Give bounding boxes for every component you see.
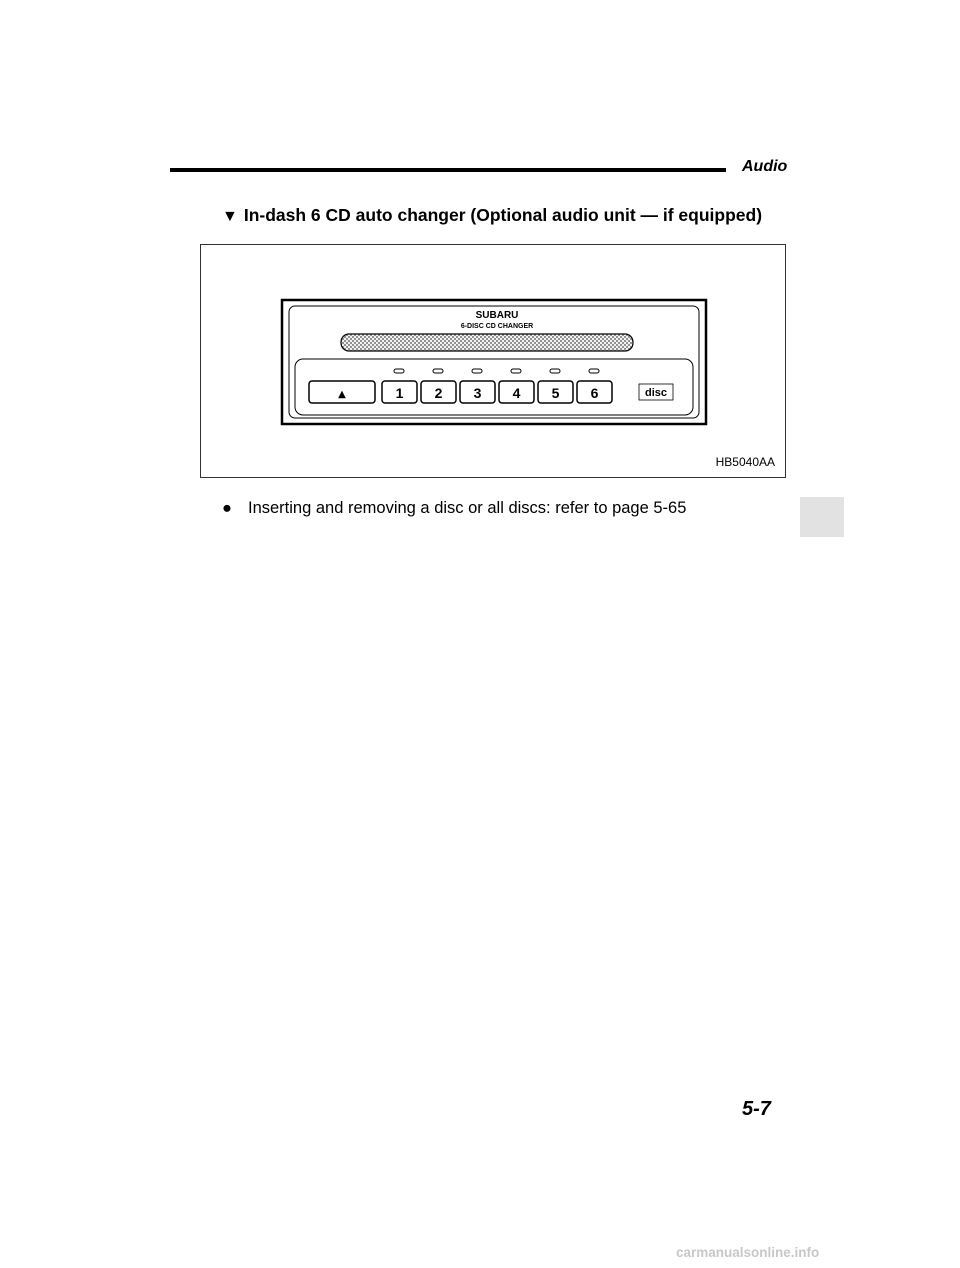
indicator-led-2 — [433, 369, 443, 373]
disc-logo-icon: disc — [644, 387, 668, 399]
cd-changer-illustration — [201, 245, 787, 479]
page-number: 5-7 — [742, 1098, 771, 1120]
section-heading — [222, 205, 762, 226]
indicator-led-1 — [394, 369, 404, 373]
cd-changer-figure — [200, 244, 786, 478]
disc-button-label-6: 6 — [590, 385, 599, 401]
indicator-led-4 — [511, 369, 521, 373]
disc-button-label-4: 4 — [512, 385, 521, 401]
indicator-led-6 — [589, 369, 599, 373]
disc-button-label-1: 1 — [395, 385, 404, 401]
list-item-text: Inserting and removing a disc or all discs: refer to page 5-65 — [248, 499, 687, 517]
list-item — [222, 499, 686, 518]
watermark: carmanualsonline.info — [676, 1245, 820, 1260]
triangle-marker-icon: ▼ — [222, 208, 238, 225]
figure-code: HB5040AA — [715, 455, 775, 469]
disc-button-label-5: 5 — [551, 385, 560, 401]
indicator-led-5 — [550, 369, 560, 373]
brand-label: SUBARU — [475, 310, 519, 321]
bullet-icon: ● — [222, 499, 232, 517]
section-name: Audio — [742, 158, 788, 175]
eject-icon: ▲ — [338, 389, 346, 400]
disc-button-label-2: 2 — [434, 385, 443, 401]
disc-button-label-3: 3 — [473, 385, 482, 401]
heading-text: In-dash 6 CD auto changer (Optional audio unit — if equipped) — [243, 205, 763, 225]
indicator-led-3 — [472, 369, 482, 373]
disc-slot — [341, 334, 633, 351]
model-label: 6-DISC CD CHANGER — [460, 323, 534, 330]
chapter-tab — [800, 497, 844, 537]
header-rule — [170, 168, 726, 172]
